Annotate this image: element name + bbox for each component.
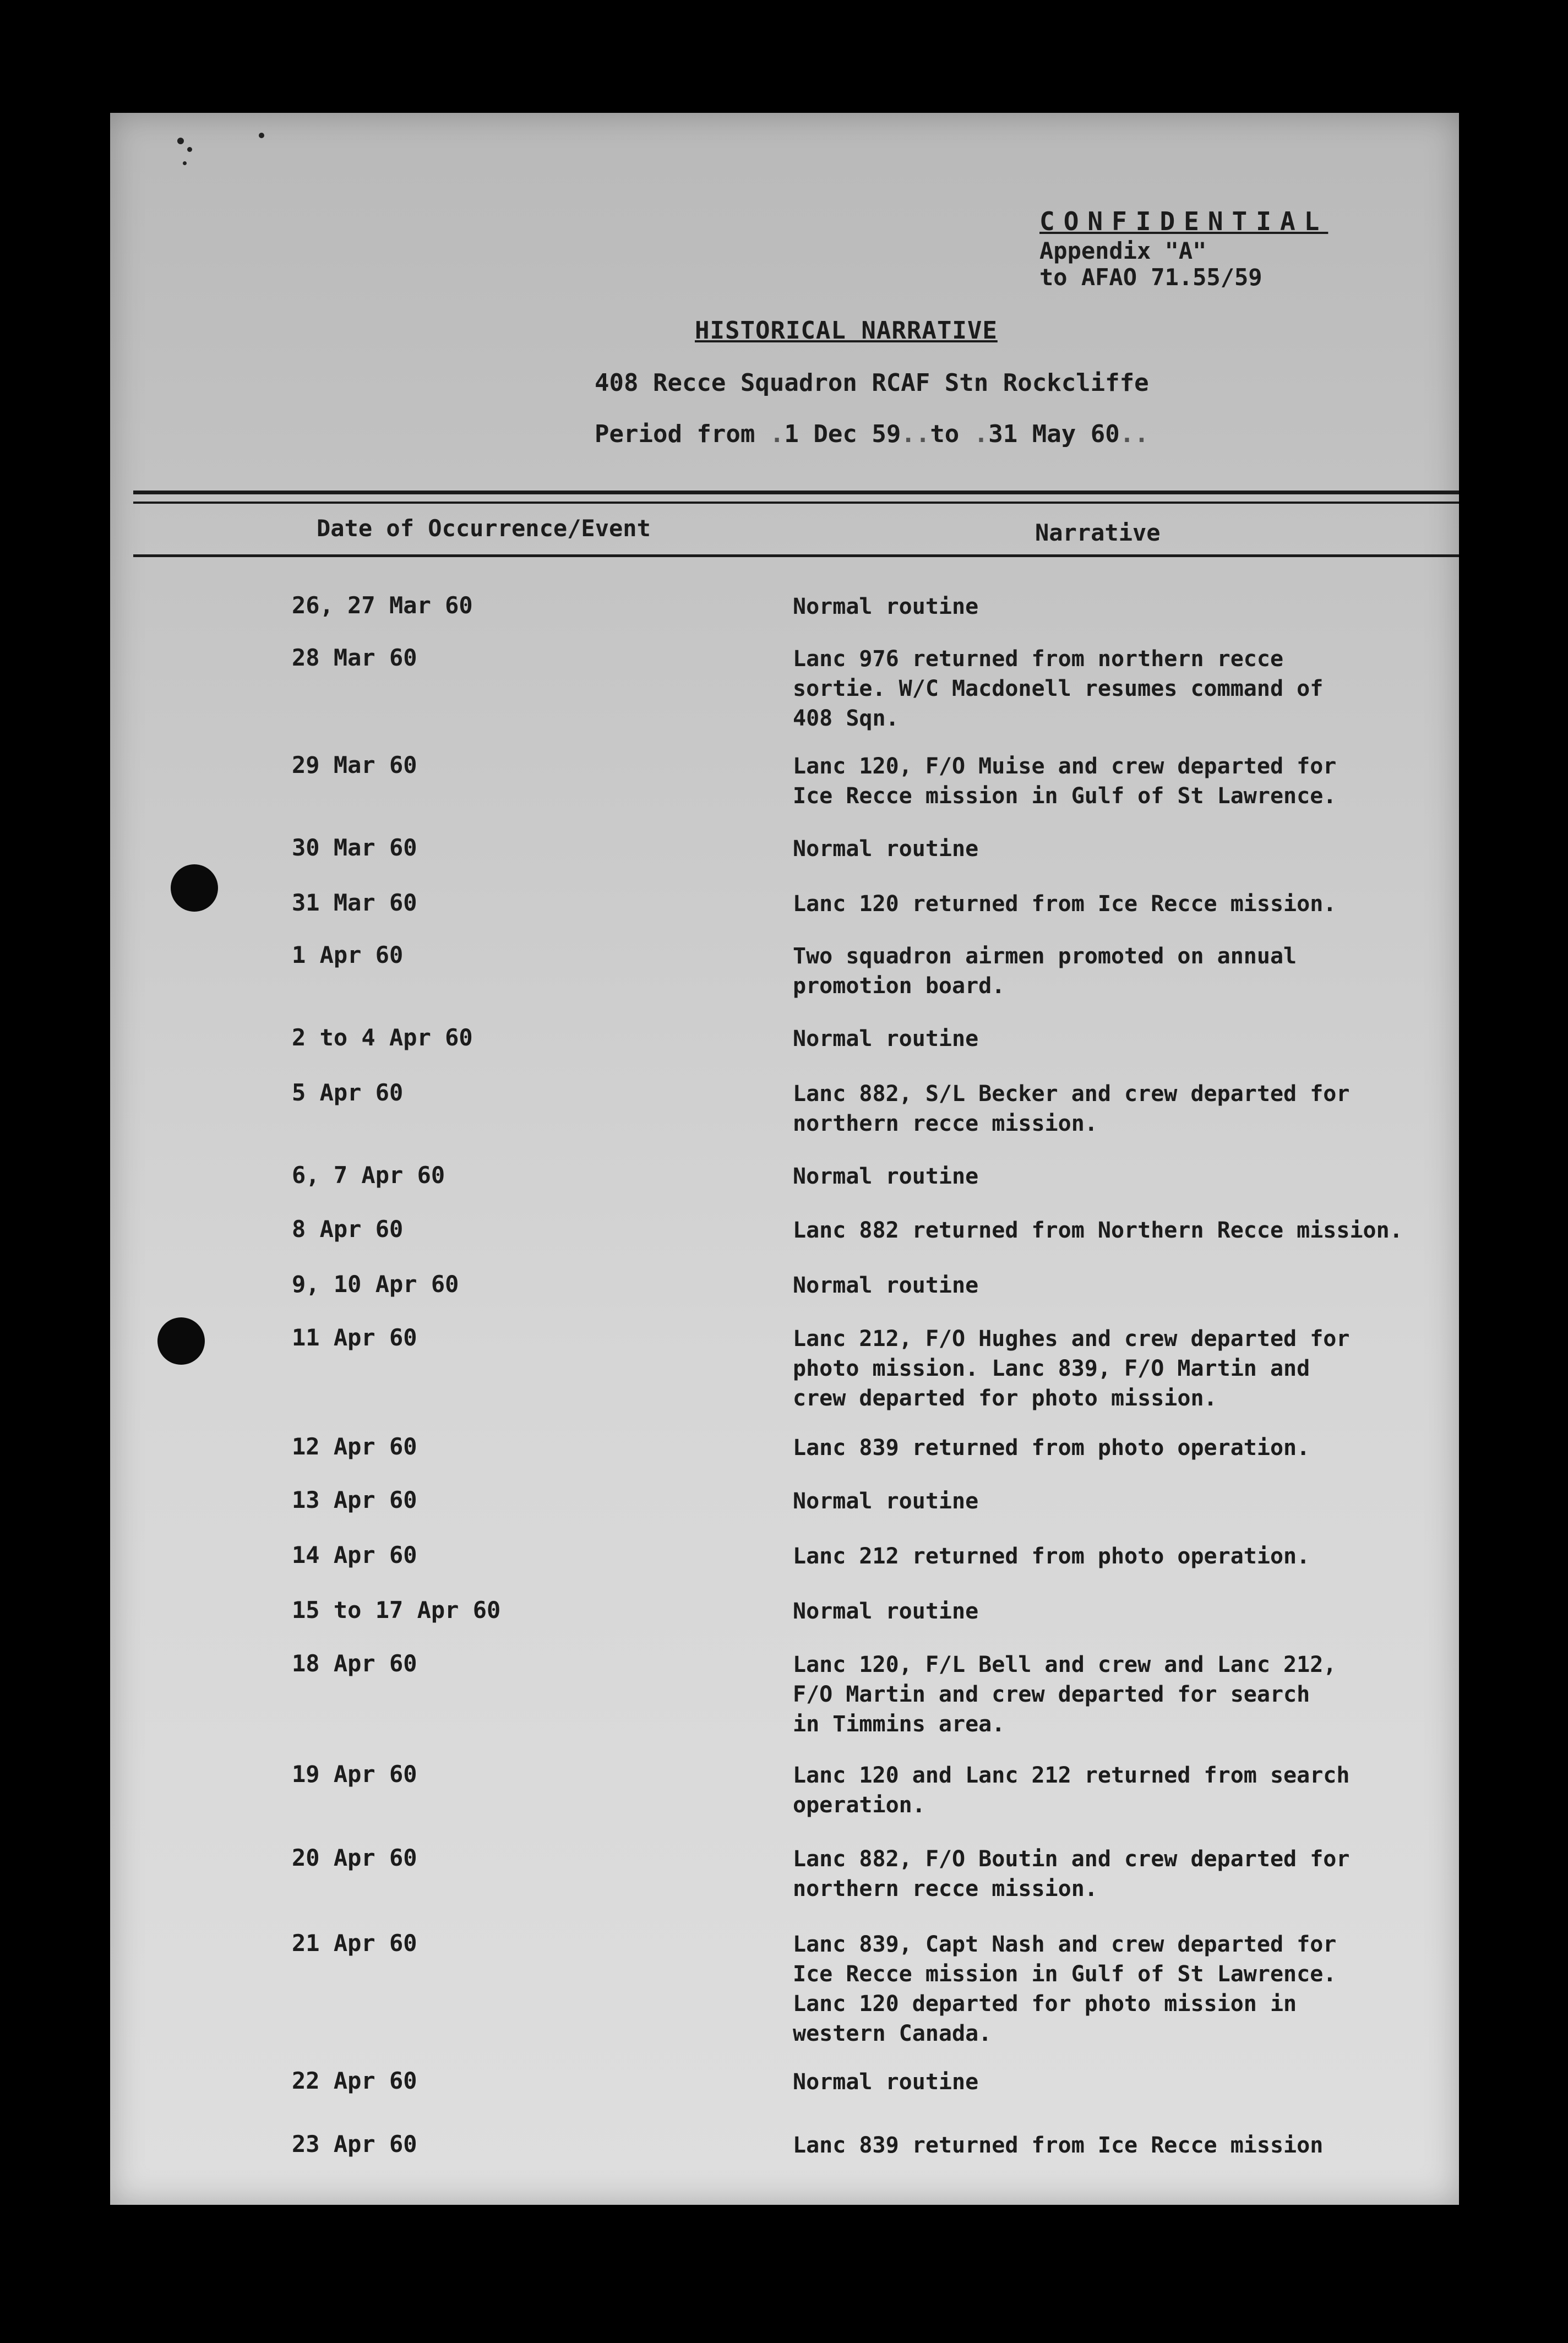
narrative-line: Normal routine <box>793 836 979 862</box>
narrative-line: F/O Martin and crew departed for search <box>793 1682 1310 1707</box>
entry-date: 31 Mar 60 <box>292 889 417 916</box>
entry-narrative <box>793 751 1409 811</box>
narrative-line: Normal routine <box>793 1489 979 1514</box>
entry-narrative <box>793 1024 1409 1054</box>
entry-narrative <box>793 941 1409 1001</box>
entry-date: 15 to 17 Apr 60 <box>292 1596 501 1623</box>
narrative-line: northern recce mission. <box>793 1876 1098 1901</box>
entry-narrative <box>793 1650 1409 1739</box>
entry-narrative <box>793 1486 1409 1516</box>
entry-narrative <box>793 834 1409 864</box>
document-title: HISTORICAL NARRATIVE <box>695 317 998 345</box>
entry-date: 21 Apr 60 <box>292 1930 417 1957</box>
entry-narrative <box>793 1162 1409 1191</box>
narrative-line: Ice Recce mission in Gulf of St Lawrence. <box>793 1961 1337 1987</box>
narrative-line: 408 Sqn. <box>793 706 899 731</box>
speck <box>187 147 192 152</box>
speck <box>183 161 187 165</box>
narrative-line: northern recce mission. <box>793 1111 1098 1136</box>
classification-stamp: CONFIDENTIAL <box>1039 206 1329 236</box>
narrative-line: Lanc 882 returned from Northern Recce mission. <box>793 1218 1403 1243</box>
narrative-line: Lanc 882, S/L Becker and crew departed for <box>793 1081 1350 1107</box>
period-start: 1 Dec 59 <box>784 420 901 448</box>
entry-narrative <box>793 2067 1409 2097</box>
speck <box>177 138 184 144</box>
entry-narrative <box>793 644 1409 733</box>
narrative-line: Lanc 882, F/O Boutin and crew departed for <box>793 1846 1350 1872</box>
narrative-line: Lanc 120 departed for photo mission in <box>793 1991 1297 2017</box>
narrative-line: Normal routine <box>793 2069 979 2095</box>
narrative-line: Lanc 212 returned from photo operation. <box>793 1544 1310 1569</box>
narrative-line: sortie. W/C Macdonell resumes command of <box>793 676 1324 701</box>
entry-narrative <box>793 1761 1409 1820</box>
entry-date: 5 Apr 60 <box>292 1079 404 1106</box>
narrative-line: Ice Recce mission in Gulf of St Lawrence. <box>793 783 1337 809</box>
entry-narrative <box>793 1930 1409 2048</box>
narrative-line: Lanc 120, F/L Bell and crew and Lanc 212, <box>793 1652 1337 1677</box>
entry-narrative <box>793 1844 1409 1904</box>
narrative-line: Lanc 212, F/O Hughes and crew departed for <box>793 1326 1350 1352</box>
narrative-line: Lanc 976 returned from northern recce <box>793 646 1284 672</box>
entry-date: 22 Apr 60 <box>292 2067 417 2094</box>
narrative-line: Normal routine <box>793 1164 979 1189</box>
speck <box>259 133 264 138</box>
period-label: Period from <box>595 420 755 448</box>
narrative-line: promotion board. <box>793 973 1005 999</box>
narrative-line: Lanc 120 and Lanc 212 returned from search <box>793 1763 1350 1788</box>
entry-date: 12 Apr 60 <box>292 1433 417 1460</box>
entry-date: 23 Apr 60 <box>292 2131 417 2157</box>
narrative-line: Normal routine <box>793 594 979 619</box>
unit-name: 408 Recce Squadron RCAF Stn Rockcliffe <box>595 369 1149 397</box>
entry-date: 20 Apr 60 <box>292 1844 417 1871</box>
narrative-line: western Canada. <box>793 2021 992 2046</box>
document-page <box>110 113 1459 2205</box>
entry-date: 11 Apr 60 <box>292 1324 417 1351</box>
narrative-line: Lanc 120, F/O Muise and crew departed for <box>793 754 1337 779</box>
period-end: 31 May 60 <box>988 420 1120 448</box>
entry-narrative <box>793 889 1409 919</box>
column-header-date: Date of Occurrence/Event <box>317 515 651 542</box>
entry-date: 9, 10 Apr 60 <box>292 1271 459 1298</box>
header-rule <box>133 491 1459 494</box>
narrative-line: crew departed for photo mission. <box>793 1386 1217 1411</box>
header-rule <box>133 554 1459 557</box>
narrative-line: Lanc 839 returned from photo operation. <box>793 1435 1310 1461</box>
punch-hole <box>157 1317 205 1365</box>
appendix-label: Appendix "A" <box>1039 237 1207 264</box>
entry-narrative <box>793 1541 1409 1571</box>
punch-hole <box>171 864 218 912</box>
entry-date: 1 Apr 60 <box>292 941 404 968</box>
entry-narrative <box>793 2131 1409 2160</box>
header-rule <box>133 502 1459 504</box>
entry-date: 6, 7 Apr 60 <box>292 1162 445 1189</box>
entry-date: 18 Apr 60 <box>292 1650 417 1677</box>
narrative-line: in Timmins area. <box>793 1712 1005 1737</box>
entry-narrative <box>793 1216 1409 1245</box>
entry-narrative <box>793 1324 1409 1413</box>
entry-narrative <box>793 1433 1409 1463</box>
narrative-line: Lanc 839, Capt Nash and crew departed for <box>793 1932 1337 1957</box>
entry-narrative <box>793 1271 1409 1300</box>
entry-date: 29 Mar 60 <box>292 751 417 778</box>
narrative-line: Normal routine <box>793 1026 979 1051</box>
narrative-line: photo mission. Lanc 839, F/O Martin and <box>793 1356 1310 1381</box>
entry-date: 13 Apr 60 <box>292 1486 417 1513</box>
period-to: to <box>930 420 960 448</box>
entry-date: 8 Apr 60 <box>292 1216 404 1243</box>
entry-date: 30 Mar 60 <box>292 834 417 861</box>
entry-narrative <box>793 592 1409 622</box>
period-line: Period from .1 Dec 59..to .31 May 60.. <box>595 420 1149 448</box>
narrative-line: Normal routine <box>793 1599 979 1624</box>
entry-date: 26, 27 Mar 60 <box>292 592 473 619</box>
narrative-line: Normal routine <box>793 1273 979 1298</box>
narrative-line: Two squadron airmen promoted on annual <box>793 944 1297 969</box>
entry-narrative <box>793 1596 1409 1626</box>
column-header-narrative: Narrative <box>1035 519 1161 546</box>
reference-label: to AFAO 71.55/59 <box>1039 264 1262 291</box>
narrative-line: Lanc 839 returned from Ice Recce mission <box>793 2133 1324 2158</box>
narrative-line: operation. <box>793 1792 925 1818</box>
entry-date: 28 Mar 60 <box>292 644 417 671</box>
entry-date: 2 to 4 Apr 60 <box>292 1024 473 1051</box>
entry-narrative <box>793 1079 1409 1138</box>
entry-date: 19 Apr 60 <box>292 1761 417 1788</box>
narrative-line: Lanc 120 returned from Ice Recce mission. <box>793 891 1337 917</box>
entry-date: 14 Apr 60 <box>292 1541 417 1568</box>
